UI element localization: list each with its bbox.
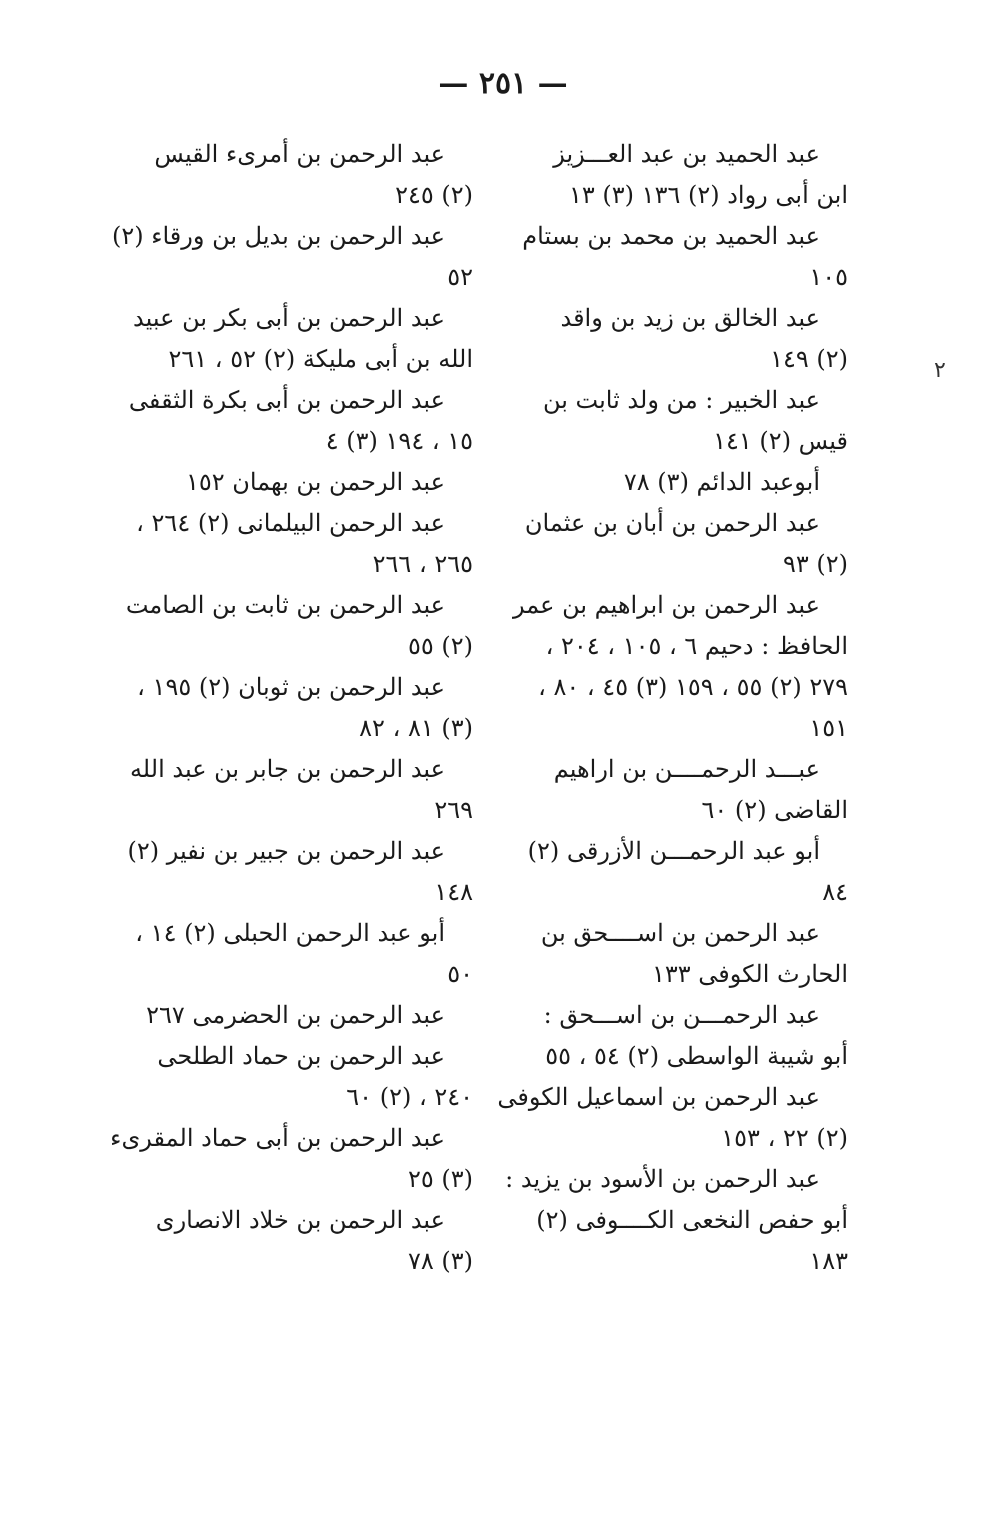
index-entry-continuation: الله بن أبى مليكة (٢) ٥٢ ، ٢٦١ [168,345,473,373]
index-entry-continuation: (٣) ٨١ ، ٨٢ [359,714,473,742]
index-entry-line: عبد الرحمن بن أمرىء القيس [154,140,445,168]
index-entry-line: عبد الرحمن بن أبى بكر بن عبيد [133,304,445,332]
index-entry-continuation: ١٥١ [809,714,848,742]
index-entry-line: عبد الحميد بن محمد بن بستام [522,222,820,250]
index-entry-line: عبد الرحمن بن خلاد الانصارى [155,1206,445,1234]
index-entry-continuation: القاضى (٢) ٦٠ [701,796,848,824]
index-entry-line: عبد الرحمن بن الأسود بن يزيد : [505,1165,820,1193]
index-entry-continuation: ٥٢ [447,263,473,291]
index-entry-line: عبد الحميد بن عبد العـــزيز [553,140,820,168]
index-entry-continuation: أبو حفص النخعى الكــــوفى (٢) [536,1206,848,1234]
index-entry-line: عبد الخبير : من ولد ثابت بن [542,386,820,414]
index-entry-line: عبد الرحمن بن الحضرمى ٢٦٧ [146,1001,445,1029]
index-entry-continuation: ٢٦٩ [434,796,473,824]
index-entry-continuation: الحارث الكوفى ١٣٣ [651,960,848,988]
page-number: — ٢٥١ — [438,66,568,101]
index-entry-line: عبد الرحمن بن اســــحق بن [540,919,820,947]
index-entry-line: عبد الرحمـــن بن اســـحق : [543,1001,820,1029]
index-entry-line: عبد الرحمن بن أبى حماد المقرىء [110,1124,445,1152]
index-entry-continuation: ٢٦٥ ، ٢٦٦ [372,550,473,578]
index-entry-line: عبد الخالق بن زيد بن واقد [560,304,820,332]
index-entry-line: أبوعبد الدائم (٣) ٧٨ [623,468,820,496]
index-entry-line: عبد الرحمن بن ثوبان (٢) ١٩٥ ، [137,673,445,701]
index-entry-continuation: (٣) ٢٥ [407,1165,473,1193]
index-entry-continuation: قيس (٢) ١٤١ [713,427,848,455]
index-entry-continuation: ٢٧٩ (٢) ٥٥ ، ١٥٩ (٣) ٤٥ ، ٨٠ ، [538,673,848,701]
margin-mark: ٢ [934,358,946,383]
index-entry-line: عبد الرحمن بن أبان بن عثمان [524,509,820,537]
index-entry-continuation: ١٨٣ [809,1247,848,1275]
index-entry-continuation: (٢) ٥٥ [407,632,473,660]
index-entry-line: عبد الرحمن بن بهمان ١٥٢ [185,468,445,496]
index-entry-continuation: ١٤٨ [434,878,473,906]
index-entry-line: عبد الرحمن بن بديل بن ورقاء (٢) [111,222,445,250]
index-entry-line: عبد الرحمن بن جبير بن نفير (٢) [127,837,445,865]
index-entry-line: عبـــد الرحمــــن بن اراهيم [553,755,820,783]
index-entry-line: عبد الرحمن بن ابراهيم بن عمر [513,591,820,619]
index-column-right [497,134,848,1282]
index-entry-line: عبد الرحمن بن أبى بكرة الثقفى [128,386,445,414]
index-entry-continuation: ابن أبى رواد (٢) ١٣٦ (٣) ١٣ [569,181,848,209]
index-entry-continuation: أبو شيبة الواسطى (٢) ٥٤ ، ٥٥ [545,1042,848,1070]
index-entry-line: عبد الرحمن البيلمانى (٢) ٢٦٤ ، [136,509,445,537]
index-entry-line: أبو عبد الرحمـــن الأزرقى (٢) [527,837,820,865]
index-entry-line: عبد الرحمن بن حماد الطلحى [157,1042,445,1070]
index-entry-continuation: ١٠٥ [809,263,848,291]
index-entry-continuation: ٢٤٠ ، (٢) ٦٠ [346,1083,473,1111]
index-entry-continuation: الحافظ : دحيم ٦ ، ١٠٥ ، ٢٠٤ ، [545,632,848,660]
index-entry-line: عبد الرحمن بن ثابت بن الصامت [125,591,445,619]
index-entry-continuation: ١٥ ، ١٩٤ (٣) ٤ [325,427,473,455]
index-entry-continuation: (٢) ٩٣ [782,550,848,578]
index-entry-line: عبد الرحمن بن اسماعيل الكوفى [497,1083,820,1111]
index-entry-continuation: ٥٠ [447,960,473,988]
index-entry-continuation: (٢) ٢٢ ، ١٥٣ [721,1124,848,1152]
index-entry-continuation: (٢) ١٤٩ [770,345,848,373]
index-entry-line: عبد الرحمن بن جابر بن عبد الله [129,755,445,783]
index-entry-continuation: ٨٤ [822,878,848,906]
index-column-left [110,134,473,1282]
index-entry-continuation: (٢) ٢٤٥ [395,181,473,209]
index-entry-line: أبو عبد الرحمن الحبلى (٢) ١٤ ، [135,919,445,947]
index-entry-continuation: (٣) ٧٨ [407,1247,473,1275]
